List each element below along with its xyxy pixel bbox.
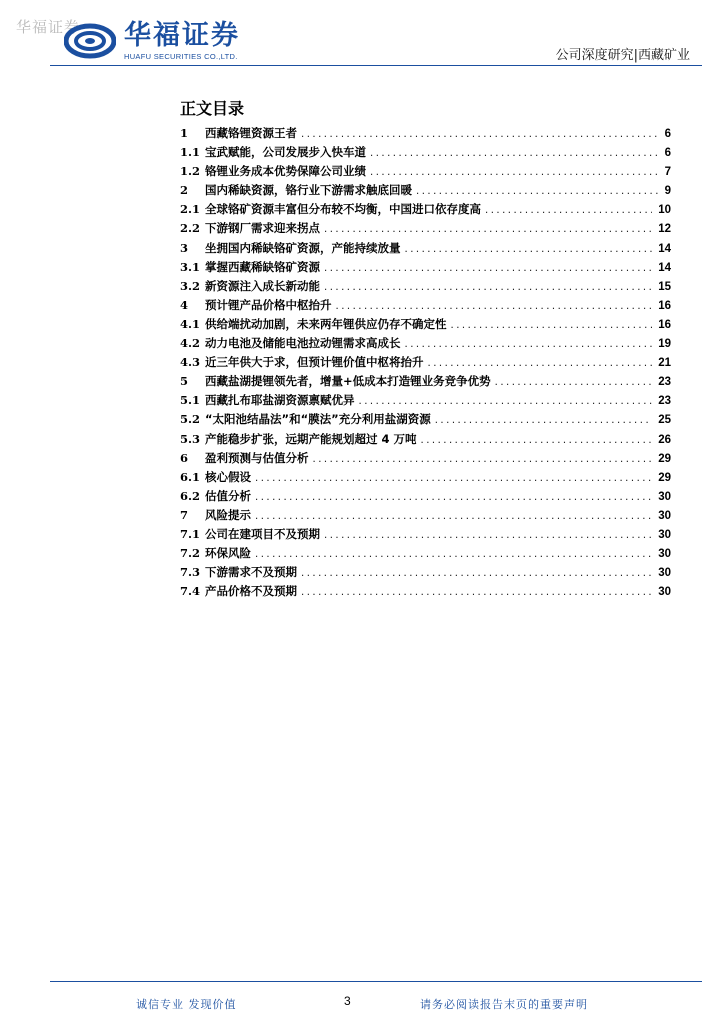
toc-entry[interactable]	[180, 334, 671, 353]
toc-entry-page: 29	[658, 452, 671, 465]
toc-leader-dots	[324, 526, 652, 544]
toc-entry[interactable]	[180, 277, 671, 296]
footer-slogan: 诚信专业 发现价值	[136, 998, 237, 1011]
toc-leader-dots	[359, 392, 653, 410]
toc-entry-title[interactable]: 宝武赋能，公司发展步入快车道	[205, 145, 366, 160]
toc-entry-title[interactable]: 西藏盐湖提锂领先者，增量+低成本打造锂业务竞争优势	[205, 374, 491, 389]
toc-entry-page: 16	[658, 318, 671, 331]
toc-entry[interactable]	[180, 239, 671, 258]
footer-disclaimer: 请务必阅读报告末页的重要声明	[420, 998, 588, 1011]
toc-entry[interactable]	[180, 219, 671, 238]
toc-entry-number: 5.1	[180, 393, 201, 408]
toc-leader-dots	[255, 545, 652, 563]
toc-entry-number: 1.1	[180, 145, 201, 160]
toc-leader-dots	[301, 564, 652, 582]
toc-entry-page: 14	[658, 261, 671, 274]
toc-entry-number: 7.1	[180, 526, 201, 541]
toc-entry[interactable]	[180, 563, 671, 582]
toc-entry-number: 7.3	[180, 565, 201, 580]
company-logo	[64, 16, 240, 66]
toc-entry-title[interactable]: 掌握西藏稀缺铬矿资源	[205, 259, 320, 274]
toc-entry[interactable]	[180, 143, 671, 162]
toc-entry-title[interactable]: “太阳池结晶法”和“膜法”充分利用盐湖资源	[205, 412, 431, 427]
toc-entry-page: 30	[658, 586, 671, 599]
toc-entry-title[interactable]: 下游需求不及预期	[205, 565, 297, 580]
toc-entry[interactable]	[180, 430, 671, 449]
toc-entry[interactable]	[180, 181, 671, 200]
toc-entry-title[interactable]: 近三年供大于求，但预计锂价值中枢将抬升	[205, 355, 424, 370]
toc-entry-title[interactable]: 产品价格不及预期	[205, 584, 297, 599]
toc-title: 正文目录	[180, 99, 245, 118]
toc-leader-dots	[435, 411, 652, 429]
toc-leader-dots	[324, 278, 652, 296]
toc-leader-dots	[301, 583, 652, 601]
toc-entry-number: 4	[180, 297, 189, 312]
toc-entry-number: 1	[180, 126, 189, 140]
toc-entry-title[interactable]: 风险提示	[205, 507, 251, 522]
toc-entry-title[interactable]: 铬锂业务成本优势保障公司业绩	[205, 164, 366, 179]
toc-entry-title[interactable]: 估值分析	[205, 488, 251, 503]
toc-entry-page: 23	[658, 395, 671, 408]
toc-entry-page: 15	[658, 280, 671, 293]
toc-entry-number: 6.1	[180, 469, 201, 484]
toc-entry-page: 30	[658, 490, 671, 503]
toc-entry-number: 5.2	[180, 412, 201, 427]
toc-entry-title[interactable]: 产能稳步扩张，远期产能规划超过 4 万吨	[205, 431, 417, 446]
toc-entry-title[interactable]: 公司在建项目不及预期	[205, 526, 320, 541]
huafu-swirl-icon	[64, 23, 116, 59]
toc-entry-page: 30	[658, 528, 671, 541]
toc-entry[interactable]	[180, 372, 671, 391]
toc-leader-dots	[255, 469, 652, 487]
toc-entry[interactable]	[180, 353, 671, 372]
toc-leader-dots	[495, 373, 653, 391]
toc-entry-title[interactable]: 动力电池及储能电池拉动锂需求高成长	[205, 336, 401, 351]
toc-leader-dots	[313, 450, 653, 468]
toc-entry-title[interactable]: 下游钢厂需求迎来拐点	[205, 221, 320, 236]
toc-entry-page: 30	[658, 509, 671, 522]
toc-entry[interactable]	[180, 487, 671, 506]
toc-entry[interactable]	[180, 162, 671, 181]
toc-entry-number: 3.2	[180, 278, 201, 293]
toc-entry-page: 30	[658, 548, 671, 561]
toc-entry-page: 26	[658, 433, 671, 446]
toc-entry-number: 4.1	[180, 316, 201, 331]
toc-leader-dots	[421, 431, 653, 449]
table-of-contents	[180, 124, 671, 601]
toc-entry-page: 29	[658, 471, 671, 484]
toc-leader-dots	[336, 297, 653, 315]
footer-divider	[50, 981, 702, 982]
toc-entry-page: 6	[664, 147, 671, 160]
toc-leader-dots	[485, 201, 652, 219]
toc-entry-page: 23	[658, 376, 671, 389]
toc-entry-number: 3	[180, 240, 189, 255]
toc-entry-number: 1.2	[180, 164, 201, 179]
toc-entry-number: 4.3	[180, 355, 201, 370]
toc-entry-number: 2.1	[180, 202, 201, 217]
toc-entry-title[interactable]: 供给端扰动加剧，未来两年锂供应仍存不确定性	[205, 316, 447, 331]
toc-entry-number: 5.3	[180, 431, 201, 446]
toc-entry-number: 5	[180, 374, 189, 389]
logo-chinese-name: 华福证券	[124, 20, 240, 51]
toc-entry-page: 25	[658, 414, 671, 427]
toc-leader-dots	[324, 259, 652, 277]
toc-entry-title[interactable]: 坐拥国内稀缺铬矿资源，产能持续放量	[205, 240, 401, 255]
toc-entry-page: 7	[664, 166, 671, 179]
toc-leader-dots	[405, 335, 653, 353]
toc-entry-title[interactable]: 环保风险	[205, 546, 251, 561]
toc-entry-number: 7.2	[180, 546, 201, 561]
header-divider	[50, 65, 702, 66]
toc-leader-dots	[370, 163, 659, 181]
toc-entry-title[interactable]: 盈利预测与估值分析	[205, 450, 309, 465]
toc-leader-dots	[405, 240, 653, 258]
toc-entry-number: 2.2	[180, 221, 201, 236]
toc-leader-dots	[451, 316, 653, 334]
toc-entry[interactable]	[180, 449, 671, 468]
toc-entry-title[interactable]: 西藏扎布耶盐湖资源禀赋优异	[205, 393, 355, 408]
toc-leader-dots	[370, 144, 659, 162]
toc-entry-page: 9	[664, 185, 671, 198]
toc-leader-dots	[255, 488, 652, 506]
toc-entry-number: 6.2	[180, 488, 201, 503]
toc-entry-page: 16	[658, 299, 671, 312]
toc-entry-page: 10	[658, 204, 671, 217]
toc-entry[interactable]	[180, 258, 671, 277]
toc-entry-number: 3.1	[180, 259, 201, 274]
toc-leader-dots	[324, 220, 652, 238]
toc-entry-page: 30	[658, 567, 671, 580]
toc-leader-dots	[428, 354, 653, 372]
toc-entry[interactable]	[180, 391, 671, 410]
toc-entry[interactable]	[180, 506, 671, 525]
toc-entry[interactable]	[180, 410, 671, 429]
toc-entry[interactable]	[180, 582, 671, 601]
toc-entry[interactable]	[180, 200, 671, 219]
toc-leader-dots	[416, 182, 659, 200]
toc-entry-title[interactable]: 国内稀缺资源，铬行业下游需求触底回暖	[205, 183, 412, 198]
toc-leader-dots	[255, 507, 652, 525]
toc-entry-number: 4.2	[180, 336, 201, 351]
toc-leader-dots	[301, 125, 659, 143]
logo-english-name: HUAFU SECURITIES CO.,LTD.	[124, 52, 238, 61]
toc-entry-page: 21	[658, 357, 671, 370]
toc-entry-page: 19	[658, 338, 671, 351]
toc-entry-title[interactable]: 预计锂产品价格中枢抬升	[205, 297, 332, 312]
toc-entry-page: 6	[664, 128, 671, 140]
page-number: 3	[344, 994, 351, 1008]
toc-entry-title[interactable]: 西藏铬锂资源王者	[205, 126, 297, 140]
watermark: 华福证券	[16, 18, 81, 36]
toc-entry[interactable]	[180, 124, 671, 143]
toc-entry-number: 7	[180, 507, 189, 522]
toc-entry-title[interactable]: 全球铬矿资源丰富但分布较不均衡，中国进口依存度高	[205, 202, 481, 217]
toc-entry[interactable]	[180, 315, 671, 334]
toc-entry-page: 12	[658, 223, 671, 236]
report-type-label: 公司深度研究|西藏矿业	[555, 48, 690, 63]
toc-entry-title[interactable]: 核心假设	[205, 469, 251, 484]
toc-entry-number: 2	[180, 183, 189, 198]
toc-entry[interactable]	[180, 525, 671, 544]
toc-entry-page: 14	[658, 242, 671, 255]
toc-entry[interactable]	[180, 296, 671, 315]
toc-entry-title[interactable]: 新资源注入成长新动能	[205, 278, 320, 293]
toc-entry[interactable]	[180, 468, 671, 487]
toc-entry[interactable]	[180, 544, 671, 563]
toc-entry-number: 7.4	[180, 584, 201, 599]
toc-entry-number: 6	[180, 450, 189, 465]
